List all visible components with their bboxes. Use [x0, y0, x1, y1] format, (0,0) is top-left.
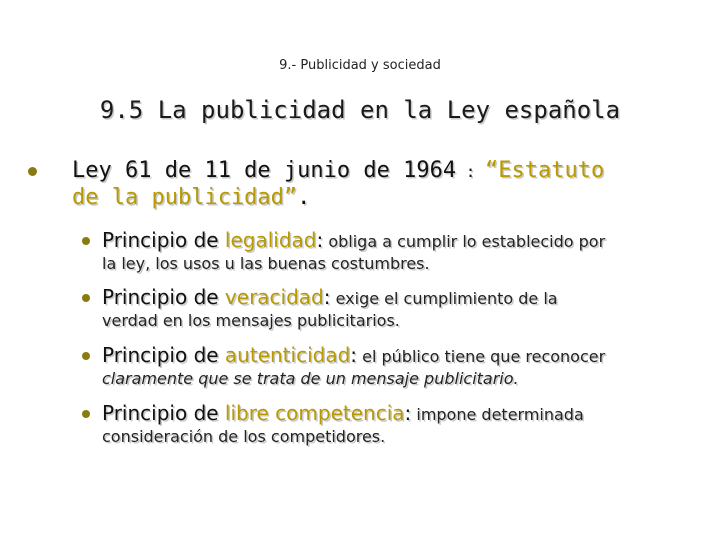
- slide-title: 9.5 La publicidad en la Ley española: [99, 96, 621, 124]
- principle-colon: :: [350, 343, 358, 367]
- principle-term: veracidad: [224, 285, 324, 309]
- principle-term: libre competencia: [224, 401, 405, 425]
- quote-part-1: “Estatuto: [485, 158, 605, 183]
- principle-colon: :: [316, 228, 324, 252]
- principle-desc-cont: verdad en los mensajes publicitarios.: [102, 311, 400, 330]
- principle-term: legalidad: [224, 228, 317, 252]
- principle-lead: Principio de: [102, 228, 225, 252]
- principle-desc: obliga a cumplir lo establecido por: [323, 232, 606, 251]
- bullet-icon: [82, 410, 90, 418]
- main-bullet: [42, 158, 682, 211]
- principle-lead: Principio de: [102, 343, 225, 367]
- principle-item: [82, 228, 692, 273]
- bullet-icon: [28, 167, 37, 176]
- separator: :: [456, 162, 486, 181]
- principle-colon: :: [323, 285, 331, 309]
- principle-lead: Principio de: [102, 401, 225, 425]
- principle-desc-cont: consideración de los competidores.: [102, 427, 386, 446]
- principle-term: autenticidad: [224, 343, 351, 367]
- principle-item: [82, 285, 692, 330]
- principle-lead: Principio de: [102, 285, 225, 309]
- bullet-icon: [82, 352, 90, 360]
- principle-colon: :: [404, 401, 412, 425]
- principle-item: [82, 401, 692, 446]
- principle-desc: exige el cumplimiento de la: [330, 289, 558, 308]
- header: 9.- Publicidad y sociedad: [279, 58, 441, 73]
- principle-desc: impone determinada: [411, 405, 584, 424]
- bullet-icon: [82, 237, 90, 245]
- principle-desc: el público tiene que reconocer: [357, 347, 606, 366]
- principle-item: [82, 343, 692, 388]
- principle-desc-cont: la ley, los usos u las buenas costumbres.: [102, 254, 430, 273]
- principle-desc-cont: claramente que se trata de un mensaje publicitario.: [102, 369, 519, 388]
- quote-part-2: de la publicidad”: [72, 185, 298, 210]
- bullet-icon: [82, 294, 90, 302]
- law-name: Ley 61 de 11 de junio de 1964: [72, 158, 457, 183]
- period: .: [297, 185, 311, 210]
